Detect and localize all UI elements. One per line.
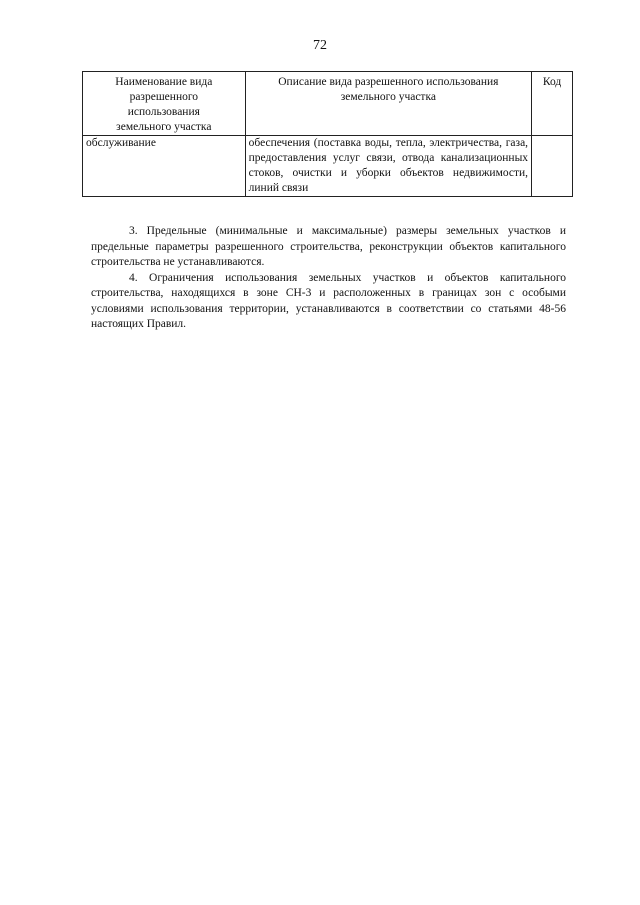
body-text — [91, 224, 566, 333]
row-land-use-description: обеспечения (поставка воды, тепла, электричества, газа, предоставления услуг связи, отвода канализационных стоков, очистки и уборки объектов недвижимости, линий связи — [245, 136, 531, 197]
row-land-use-name: обслуживание — [83, 136, 246, 197]
table-header-row — [83, 72, 573, 136]
row-code — [532, 136, 573, 197]
header-code — [532, 72, 573, 136]
header-land-use-name-label: Наименование вида разрешенного использования земельного участка — [115, 76, 213, 133]
land-use-table — [82, 71, 573, 197]
header-land-use-description — [245, 72, 531, 136]
header-code-label: Код — [542, 76, 562, 88]
table-row — [83, 136, 573, 197]
header-land-use-name — [83, 72, 246, 136]
page-number: 72 — [313, 38, 327, 53]
paragraph-usage-restrictions: 4. Ограничения использования земельных участков и объектов капитального строительства, находящихся в зоне СН-3 и расположенных в границах зон с особыми условиями использования территории, устанавливаются в соответствии со статьями 48-56 настоящих Правил. — [91, 271, 566, 330]
paragraph-size-limits: 3. Предельные (минимальные и максимальные) размеры земельных участков и предельные параметры разрешенного строительства, реконструкции объектов капитального строительства не устанавливаются. — [91, 225, 566, 268]
header-land-use-description-label: Описание вида разрешенного использования земельного участка — [278, 76, 499, 103]
